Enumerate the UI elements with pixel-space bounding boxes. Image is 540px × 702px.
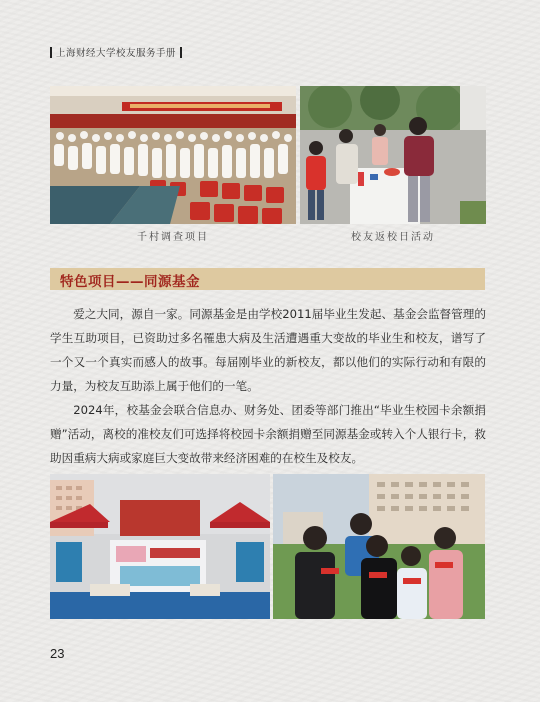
alumni-day-photo — [300, 86, 486, 224]
donation-booth-photo — [50, 474, 270, 619]
body-text — [50, 302, 486, 470]
photo-caption-2: 校友返校日活动 — [351, 232, 435, 243]
header-bar-left — [50, 47, 52, 58]
page-number: 23 — [50, 646, 65, 661]
auditorium-photo — [50, 86, 296, 224]
section-title: 特色项目——同源基金 — [60, 274, 200, 290]
header-title: 上海财经大学校友服务手册 — [56, 48, 177, 59]
photo-caption-1: 千村调查项目 — [137, 232, 209, 243]
students-group-photo — [273, 474, 485, 619]
paragraph-2: 2024年，校基金会联合信息办、财务处、团委等部门推出“毕业生校园卡余额捐赠”活动，离校的准校友们可选择将校园卡余额捐赠至同源基金或转入个人银行卡，救助因重病大病或家庭巨大变故带来经济困难的在校生及校友。 — [50, 403, 486, 465]
running-header — [50, 45, 182, 59]
header-bar-right — [180, 47, 182, 58]
paragraph-1: 爱之大同，源自一家。同源基金是由学校2011届毕业生发起、基金会监督管理的学生互助项目，已资助过多名罹患大病及生活遭遇重大变故的毕业生和校友，谱写了一个又一个真实而感人的故事。每届刚毕业的新校友，都以他们的实际行动和有限的力量，为校友互助添上属于他们的一笔。 — [50, 307, 486, 393]
